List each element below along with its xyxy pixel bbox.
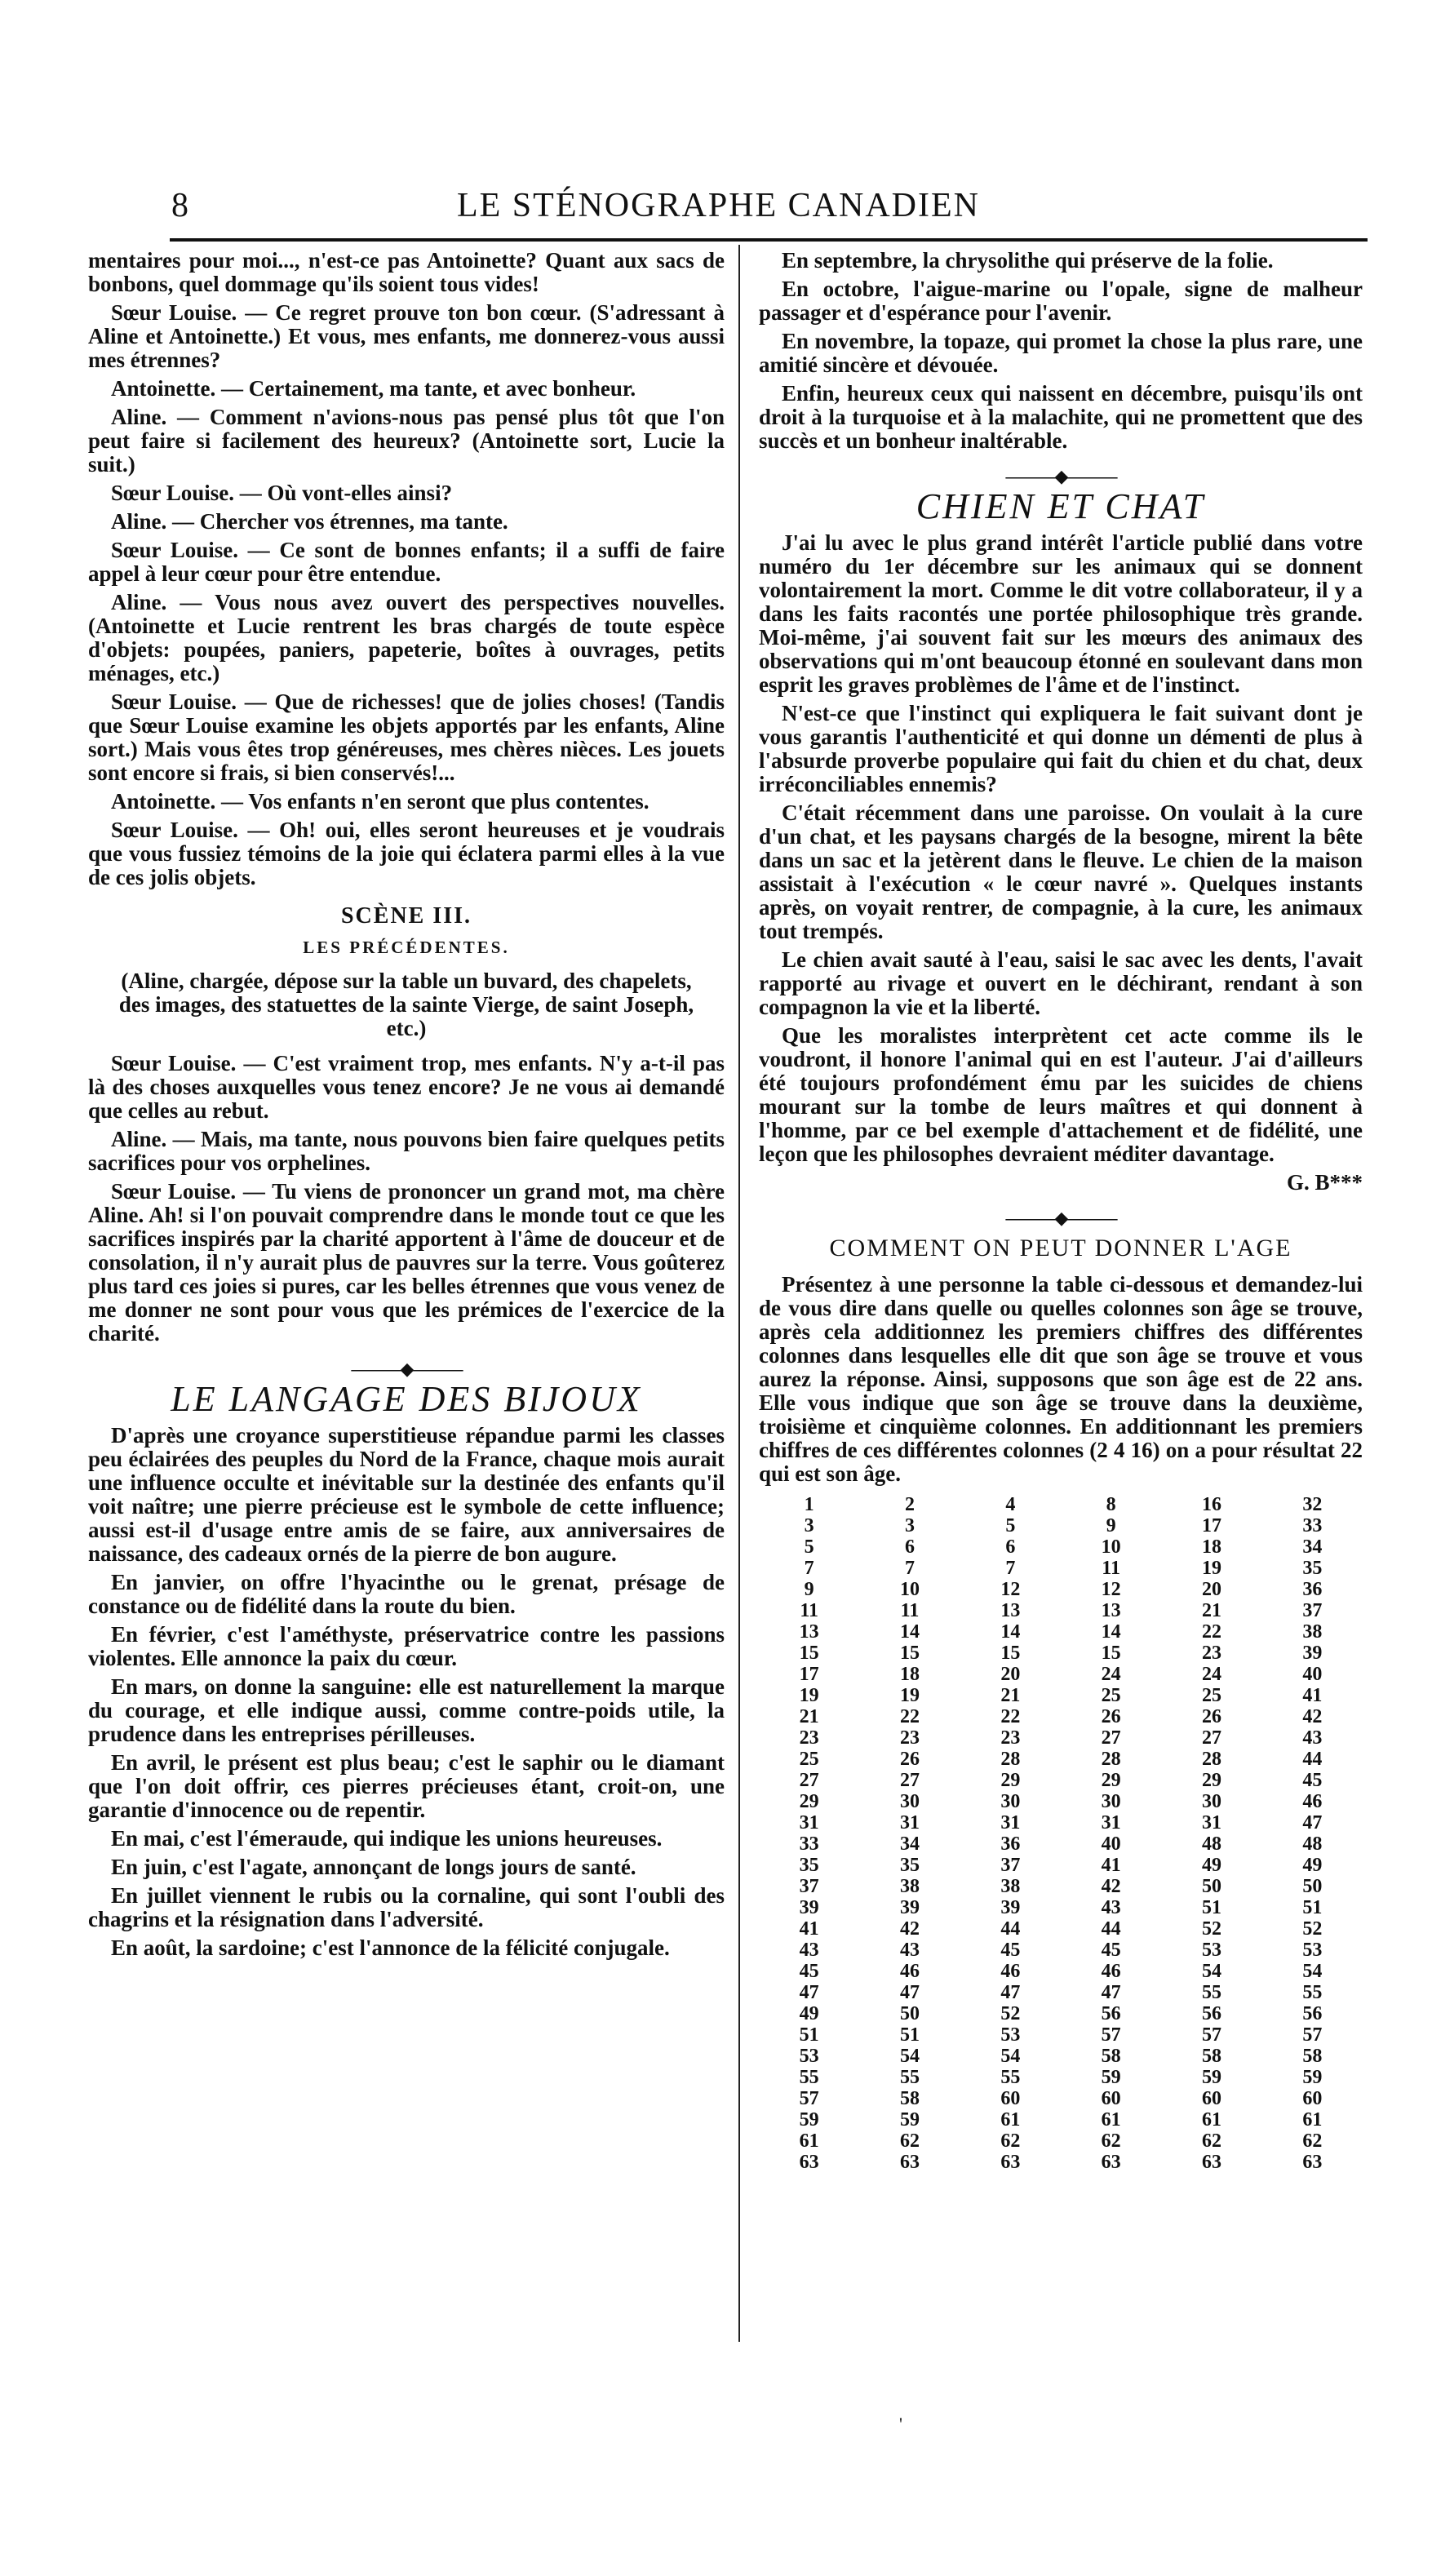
table-cell: 40: [1101, 1833, 1121, 1855]
paragraph: Présentez à une personne la table ci-dessous et demandez-lui de vous dire dans quelle ou quelles colonnes son âge se trouve, après cela additionnez les premiers chiffres des différentes colonnes dans lesquelles elle dit que son âge se trouve et vous aurez la réponse. Ainsi, supposons que son âge est de 22 ans. Elle vous indique que son âge se trouve dans la deuxième, troisième et cinquième colonnes. En additionnant les premiers chiffres de ces différentes colonnes (2 4 16) on a pour résultat 22 qui est son âge.: [759, 1272, 1363, 1486]
table-cell: 41: [1302, 1685, 1323, 1706]
table-cell: 61: [799, 2130, 819, 2152]
table-cell: 9: [1106, 1515, 1116, 1536]
table-row: [759, 1918, 1363, 1940]
table-cell: 17: [1201, 1515, 1221, 1536]
table-cell: 47: [1000, 1982, 1021, 2003]
paragraph: Aline. — Chercher vos étrennes, ma tante.: [111, 509, 508, 534]
table-cell: 59: [1201, 2067, 1221, 2088]
table-cell: 34: [899, 1833, 920, 1855]
table-cell: 60: [1302, 2088, 1323, 2109]
table-cell: 59: [1101, 2067, 1121, 2088]
table-cell: 51: [1302, 1897, 1323, 1918]
table-cell: 58: [899, 2088, 920, 2109]
table-row: [759, 1643, 1363, 1664]
paragraph: En avril, le présent est plus beau; c'est le saphir ou le diamant que l'on doit offrir, ces pierres précieuses étant, croit-on, une garantie d'innocence ou de repentir.: [88, 1750, 725, 1822]
table-cell: 41: [799, 1918, 819, 1940]
table-cell: 20: [1000, 1664, 1021, 1685]
table-cell: 37: [1302, 1600, 1323, 1621]
table-row: [759, 1536, 1363, 1558]
paragraph: En juin, c'est l'agate, annonçant de longs jours de santé.: [111, 1855, 636, 1879]
table-cell: 35: [1302, 1558, 1323, 1579]
signature-line: [759, 1171, 1363, 1195]
table-row: [759, 1727, 1363, 1749]
table-cell: 58: [1302, 2046, 1323, 2067]
right-column: [759, 249, 1363, 2173]
paragraph: Antoinette. — Certainement, ma tante, et avec bonheur.: [111, 376, 636, 401]
table-cell: 28: [1101, 1749, 1121, 1770]
table-cell: 46: [1302, 1791, 1323, 1812]
table-cell: 24: [1101, 1664, 1121, 1685]
table-cell: 4: [1005, 1494, 1016, 1515]
table-cell: 28: [1201, 1749, 1221, 1770]
footer-mark: ': [899, 2414, 902, 2434]
table-row: [759, 1706, 1363, 1727]
table-cell: 3: [804, 1515, 814, 1536]
table-cell: 49: [1302, 1855, 1323, 1876]
table-cell: 25: [1101, 1685, 1121, 1706]
table-cell: 42: [1101, 1876, 1121, 1897]
table-cell: 44: [1101, 1918, 1121, 1940]
table-cell: 44: [1000, 1918, 1021, 1940]
table-row: [759, 1982, 1363, 2003]
table-cell: 61: [1101, 2109, 1121, 2130]
table-cell: 33: [799, 1833, 819, 1855]
table-cell: 19: [1201, 1558, 1221, 1579]
table-cell: 26: [1101, 1706, 1121, 1727]
paragraph: Aline. — Vous nous avez ouvert des perspectives nouvelles. (Antoinette et Lucie rentrent les bras chargés de toute espèce d'objets: poupées, paniers, papeterie, boîtes à ouvrages, petits ménages, etc.): [88, 590, 725, 685]
paragraph: Sœur Louise. — Ce regret prouve ton bon cœur. (S'adressant à Aline et Antoinette.) Et vous, mes enfants, me donnerez-vous aussi mes étrennes?: [88, 300, 725, 372]
table-row: [759, 1791, 1363, 1812]
table-cell: 1: [804, 1494, 814, 1515]
table-row: [759, 2152, 1363, 2173]
table-cell: 63: [899, 2152, 920, 2173]
paragraph: En janvier, on offre l'hyacinthe ou le grenat, présage de constance ou de fidélité dans la route du bien.: [88, 1570, 725, 1618]
table-cell: 14: [1101, 1621, 1121, 1643]
paragraph: Sœur Louise. — Où vont-elles ainsi?: [111, 481, 453, 505]
paragraph: En février, c'est l'améthyste, préservatrice contre les passions violentes. Elle annonce la paix du cœur.: [88, 1622, 725, 1670]
table-cell: 63: [1101, 2152, 1121, 2173]
table-cell: 52: [1302, 1918, 1323, 1940]
paragraph: En novembre, la topaze, qui promet la chose la plus rare, une amitié sincère et dévouée.: [759, 329, 1363, 377]
scene-title: SCÈNE III.: [340, 903, 472, 929]
table-row: [759, 1770, 1363, 1791]
table-cell: 15: [899, 1643, 920, 1664]
table-cell: 19: [799, 1685, 819, 1706]
table-cell: 21: [1000, 1685, 1021, 1706]
table-cell: 52: [1201, 1918, 1221, 1940]
paragraph: Sœur Louise. — Que de richesses! que de jolies choses! (Tandis que Sœur Louise examine les objets apportés par les enfants, Aline sort.) Mais vous êtes trop généreuses, mes chères nièces. Les jouets sont encore si frais, si bien conservés!...: [88, 689, 725, 785]
table-cell: 30: [899, 1791, 920, 1812]
paragraph: En octobre, l'aigue-marine ou l'opale, signe de malheur passager et d'espérance pour l'avenir.: [759, 277, 1363, 325]
paragraph: En mai, c'est l'émeraude, qui indique les unions heureuses.: [111, 1826, 663, 1851]
table-cell: 55: [1201, 1982, 1221, 2003]
table-row: [759, 1664, 1363, 1685]
table-cell: 54: [1201, 1961, 1221, 1982]
paragraph: Antoinette. — Vos enfants n'en seront que plus contentes.: [111, 789, 649, 814]
table-cell: 23: [1201, 1643, 1221, 1664]
table-cell: 13: [1000, 1600, 1021, 1621]
table-cell: 26: [1201, 1706, 1221, 1727]
header-rule: [170, 238, 1368, 242]
table-cell: 47: [1302, 1812, 1323, 1833]
table-cell: 51: [899, 2024, 920, 2046]
table-cell: 62: [899, 2130, 920, 2152]
table-cell: 48: [1302, 1833, 1323, 1855]
paragraph: Sœur Louise. — Ce sont de bonnes enfants; il a suffi de faire appel à leur cœur pour être entendue.: [88, 538, 725, 586]
ornament-divider: ———◆———: [1005, 1208, 1116, 1228]
table-row: [759, 2046, 1363, 2067]
table-cell: 54: [1302, 1961, 1323, 1982]
table-cell: 45: [1101, 1940, 1121, 1961]
page-number: 8: [171, 187, 188, 224]
table-row: [759, 2130, 1363, 2152]
table-cell: 63: [1201, 2152, 1221, 2173]
stage-direction: (Aline, chargée, dépose sur la table un buvard, des chapelets, des images, des statuettes de la sainte Vierge, de saint Joseph, etc.): [118, 969, 694, 1040]
table-cell: 46: [1101, 1961, 1121, 1982]
table-cell: 23: [1000, 1727, 1021, 1749]
table-cell: 31: [1201, 1812, 1221, 1833]
ornament-divider: ———◆———: [351, 1359, 462, 1379]
table-cell: 30: [1101, 1791, 1121, 1812]
table-cell: 27: [799, 1770, 819, 1791]
table-cell: 8: [1106, 1494, 1116, 1515]
table-cell: 36: [1000, 1833, 1021, 1855]
table-cell: 52: [1000, 2003, 1021, 2024]
table-cell: 42: [1302, 1706, 1323, 1727]
table-cell: 53: [1302, 1940, 1323, 1961]
table-cell: 48: [1201, 1833, 1221, 1855]
section-title: LE LANGAGE DES BIJOUX: [171, 1379, 642, 1419]
table-cell: 22: [1201, 1621, 1221, 1643]
table-cell: 43: [1302, 1727, 1323, 1749]
table-cell: 5: [1005, 1515, 1016, 1536]
table-cell: 39: [799, 1897, 819, 1918]
table-cell: 29: [1000, 1770, 1021, 1791]
table-cell: 15: [799, 1643, 819, 1664]
ornament-divider: ———◆———: [1005, 466, 1116, 486]
table-cell: 35: [899, 1855, 920, 1876]
table-cell: 59: [899, 2109, 920, 2130]
table-cell: 46: [1000, 1961, 1021, 1982]
table-cell: 44: [1302, 1749, 1323, 1770]
table-cell: 28: [1000, 1749, 1021, 1770]
table-cell: 11: [900, 1600, 920, 1621]
table-cell: 27: [1201, 1727, 1221, 1749]
section-title: COMMENT ON PEUT DONNER L'AGE: [829, 1235, 1292, 1261]
table-row: [759, 1749, 1363, 1770]
table-cell: 15: [1101, 1643, 1121, 1664]
table-cell: 45: [799, 1961, 819, 1982]
table-cell: 12: [1000, 1579, 1021, 1600]
table-row: [759, 1833, 1363, 1855]
table-row: [759, 1515, 1363, 1536]
table-cell: 56: [1201, 2003, 1221, 2024]
table-cell: 57: [1201, 2024, 1221, 2046]
table-row: [759, 1558, 1363, 1579]
table-cell: 7: [1005, 1558, 1016, 1579]
table-cell: 16: [1201, 1494, 1221, 1515]
table-cell: 53: [1000, 2024, 1021, 2046]
table-cell: 27: [899, 1770, 920, 1791]
table-cell: 29: [799, 1791, 819, 1812]
table-cell: 45: [1000, 1940, 1021, 1961]
paragraph: Sœur Louise. — Oh! oui, elles seront heureuses et je voudrais que vous fussiez témoins de la joie qui éclatera parmi elles à la vue de ces jolis objets.: [88, 818, 725, 889]
table-cell: 11: [800, 1600, 818, 1621]
table-row: [759, 1897, 1363, 1918]
paragraph: Enfin, heureux ceux qui naissent en décembre, puisqu'ils ont droit à la turquoise et à la malachite, qui ne promettent que des succès et un bonheur inaltérable.: [759, 381, 1363, 453]
table-cell: 62: [1201, 2130, 1221, 2152]
table-cell: 33: [1302, 1515, 1323, 1536]
table-cell: 54: [1000, 2046, 1021, 2067]
table-cell: 25: [799, 1749, 819, 1770]
table-cell: 29: [1201, 1770, 1221, 1791]
table-cell: 38: [1000, 1876, 1021, 1897]
table-cell: 18: [1201, 1536, 1221, 1558]
paragraph: Que les moralistes interprètent cet acte comme ils le voudront, il honore l'animal qui en est l'auteur. J'ai d'ailleurs été toujours profondément ému par les suicides de chiens mourant sur la tombe de leurs maîtres et qui donnent à l'homme, par ce bel exemple d'attachement et de fidélité, une leçon que les philosophes devraient méditer davantage.: [759, 1023, 1363, 1166]
table-cell: 59: [799, 2109, 819, 2130]
table-cell: 18: [899, 1664, 920, 1685]
table-row: [759, 1494, 1363, 1515]
table-cell: 36: [1302, 1579, 1323, 1600]
table-cell: 61: [1302, 2109, 1323, 2130]
table-cell: 31: [1101, 1812, 1121, 1833]
table-row: [759, 1876, 1363, 1897]
scene-subtitle: LES PRÉCÉDENTES.: [303, 938, 510, 957]
table-cell: 51: [799, 2024, 819, 2046]
paragraph: N'est-ce que l'instinct qui expliquera le fait suivant dont je vous garantis l'authenticité et qui donne un démenti de plus à l'absurde proverbe populaire qui fait du chien et du chat, deux irréconciliables ennemis?: [759, 701, 1363, 796]
paragraph: Sœur Louise. — C'est vraiment trop, mes enfants. N'y a-t-il pas là des choses auxquelles vous tenez encore? Je ne vous ai demandé que celles au rebut.: [88, 1051, 725, 1123]
table-cell: 10: [899, 1579, 920, 1600]
table-cell: 22: [899, 1706, 920, 1727]
table-row: [759, 1855, 1363, 1876]
table-cell: 45: [1302, 1770, 1323, 1791]
table-cell: 21: [1201, 1600, 1221, 1621]
table-cell: 56: [1302, 2003, 1323, 2024]
table-cell: 38: [1302, 1621, 1323, 1643]
table-cell: 7: [904, 1558, 915, 1579]
table-cell: 35: [799, 1855, 819, 1876]
table-cell: 56: [1101, 2003, 1121, 2024]
table-cell: 58: [1201, 2046, 1221, 2067]
table-row: [759, 1685, 1363, 1706]
table-cell: 9: [804, 1579, 814, 1600]
table-cell: 47: [899, 1982, 920, 2003]
table-cell: 61: [1000, 2109, 1021, 2130]
table-row: [759, 1621, 1363, 1643]
author-signature: G. B***: [1286, 1170, 1363, 1195]
table-cell: 59: [1302, 2067, 1323, 2088]
table-cell: 47: [799, 1982, 819, 2003]
paragraph: Aline. — Comment n'avions-nous pas pensé plus tôt que l'on peut faire si facilement des heureux? (Antoinette sort, Lucie la suit.): [88, 405, 725, 477]
table-cell: 31: [1000, 1812, 1021, 1833]
table-cell: 55: [899, 2067, 920, 2088]
table-cell: 60: [1101, 2088, 1121, 2109]
table-cell: 47: [1101, 1982, 1121, 2003]
page-header: [171, 186, 1371, 235]
paragraph: En juillet viennent le rubis ou la cornaline, qui sont l'oubli des chagrins et la résignation dans l'adversité.: [88, 1883, 725, 1931]
table-cell: 15: [1000, 1643, 1021, 1664]
table-cell: 63: [1000, 2152, 1021, 2173]
table-cell: 31: [899, 1812, 920, 1833]
paragraph: En août, la sardoine; c'est l'annonce de la félicité conjugale.: [111, 1935, 670, 1960]
table-cell: 25: [1201, 1685, 1221, 1706]
table-cell: 53: [1201, 1940, 1221, 1961]
table-cell: 3: [904, 1515, 915, 1536]
table-row: [759, 2088, 1363, 2109]
table-cell: 31: [799, 1812, 819, 1833]
table-row: [759, 1961, 1363, 1982]
table-row: [759, 2109, 1363, 2130]
table-cell: 58: [1101, 2046, 1121, 2067]
table-row: [759, 2067, 1363, 2088]
table-cell: 62: [1302, 2130, 1323, 2152]
paragraph: En septembre, la chrysolithe qui préserve de la folie.: [782, 248, 1274, 273]
table-cell: 26: [899, 1749, 920, 1770]
table-cell: 55: [799, 2067, 819, 2088]
table-cell: 11: [1102, 1558, 1120, 1579]
table-cell: 6: [904, 1536, 915, 1558]
table-cell: 38: [899, 1876, 920, 1897]
table-cell: 19: [899, 1685, 920, 1706]
paragraph: C'était récemment dans une paroisse. On voulait à la cure d'un chat, et les paysans chargés de la besogne, mirent la bête dans un sac et la jetèrent dans le fleuve. Le chien de la maison assistait à l'exécution « le cœur navré ». Quelques instants après, on voyait rentrer, de compagnie, à la cure, les animaux tout trempés.: [759, 800, 1363, 943]
table-cell: 27: [1101, 1727, 1121, 1749]
table-cell: 42: [899, 1918, 920, 1940]
table-row: [759, 1940, 1363, 1961]
table-cell: 30: [1201, 1791, 1221, 1812]
table-cell: 39: [899, 1897, 920, 1918]
table-cell: 6: [1005, 1536, 1016, 1558]
table-cell: 43: [1101, 1897, 1121, 1918]
table-cell: 39: [1000, 1897, 1021, 1918]
table-cell: 2: [904, 1494, 915, 1515]
table-cell: 12: [1101, 1579, 1121, 1600]
table-cell: 20: [1201, 1579, 1221, 1600]
table-cell: 60: [1000, 2088, 1021, 2109]
table-cell: 21: [799, 1706, 819, 1727]
age-table: [759, 1494, 1363, 2173]
table-cell: 22: [1000, 1706, 1021, 1727]
table-row: [759, 1579, 1363, 1600]
table-cell: 29: [1101, 1770, 1121, 1791]
section-title: CHIEN ET CHAT: [916, 486, 1206, 526]
table-cell: 53: [799, 2046, 819, 2067]
table-cell: 60: [1201, 2088, 1221, 2109]
table-cell: 50: [899, 2003, 920, 2024]
table-cell: 51: [1201, 1897, 1221, 1918]
table-cell: 57: [1101, 2024, 1121, 2046]
table-cell: 23: [899, 1727, 920, 1749]
left-column: [88, 249, 725, 1965]
table-cell: 7: [804, 1558, 814, 1579]
table-row: [759, 2024, 1363, 2046]
paragraph: J'ai lu avec le plus grand intérêt l'article publié dans votre numéro du 1er décembre sur les animaux qui se donnent volontairement la mort. Comme le dit votre collaborateur, il y a dans les faits racontés une portée philosophique très grande. Moi-même, j'ai souvent fait sur les mœurs des animaux des observations qui m'ont beaucoup étonné en soulevant dans mon esprit les graves problèmes de l'âme et de l'instinct.: [759, 530, 1363, 697]
table-cell: 41: [1101, 1855, 1121, 1876]
table-row: [759, 2003, 1363, 2024]
table-cell: 30: [1000, 1791, 1021, 1812]
table-cell: 5: [804, 1536, 814, 1558]
paragraph: Le chien avait sauté à l'eau, saisi le sac avec les dents, l'avait rapporté au rivage et ouvert en le déchirant, rendant à son compagnon la vie et la liberté.: [759, 947, 1363, 1019]
table-cell: 63: [799, 2152, 819, 2173]
table-cell: 34: [1302, 1536, 1323, 1558]
table-row: [759, 1600, 1363, 1621]
paragraph: Sœur Louise. — Tu viens de prononcer un grand mot, ma chère Aline. Ah! si l'on pouvait comprendre dans le monde tout ce que les sacrifices inspirés par la charité apportent à l'âme de douceur et de consolation, il n'y aurait plus de pauvres sur la terre. Vous goûterez plus tard ces joies si pures, car les belles étrennes que vous venez de me donner ne sont pour vous que les prémices de l'exercice de la charité.: [88, 1179, 725, 1346]
table-cell: 55: [1000, 2067, 1021, 2088]
table-cell: 50: [1302, 1876, 1323, 1897]
table-cell: 62: [1000, 2130, 1021, 2152]
table-cell: 39: [1302, 1643, 1323, 1664]
table-cell: 13: [799, 1621, 819, 1643]
table-cell: 57: [799, 2088, 819, 2109]
table-cell: 37: [1000, 1855, 1021, 1876]
table-cell: 54: [899, 2046, 920, 2067]
table-cell: 24: [1201, 1664, 1221, 1685]
table-cell: 49: [799, 2003, 819, 2024]
table-cell: 57: [1302, 2024, 1323, 2046]
table-cell: 55: [1302, 1982, 1323, 2003]
table-cell: 37: [799, 1876, 819, 1897]
table-cell: 46: [899, 1961, 920, 1982]
paragraph: mentaires pour moi..., n'est-ce pas Antoinette? Quant aux sacs de bonbons, quel dommage qu'ils soient tous vides!: [88, 248, 725, 296]
table-cell: 62: [1101, 2130, 1121, 2152]
paragraph: D'après une croyance superstitieuse répandue parmi les classes peu éclairées des peuples du Nord de la France, chaque mois aurait une influence occulte et inévitable sur la destinée des enfants qu'il voit naître; une pierre précieuse est le symbole de cette influence; aussi est-il d'usage entre amis de se faire, aux anniversaires de naissance, des cadeaux ornés de la pierre de bon augure.: [88, 1423, 725, 1566]
paragraph: En mars, on donne la sanguine: elle est naturellement la marque du courage, et elle indique aussi, comme contre-poids utile, la prudence dans les entreprises périlleuses.: [88, 1674, 725, 1746]
journal-title: LE STÉNOGRAPHE CANADIEN: [457, 187, 980, 224]
table-cell: 32: [1302, 1494, 1323, 1515]
table-cell: 13: [1101, 1600, 1121, 1621]
table-cell: 49: [1201, 1855, 1221, 1876]
column-divider: [738, 245, 740, 2342]
table-cell: 43: [899, 1940, 920, 1961]
table-cell: 23: [799, 1727, 819, 1749]
table-cell: 40: [1302, 1664, 1323, 1685]
table-cell: 43: [799, 1940, 819, 1961]
table-cell: 50: [1201, 1876, 1221, 1897]
table-cell: 14: [899, 1621, 920, 1643]
table-cell: 10: [1101, 1536, 1121, 1558]
table-row: [759, 1812, 1363, 1833]
table-cell: 17: [799, 1664, 819, 1685]
table-cell: 61: [1201, 2109, 1221, 2130]
table-cell: 63: [1302, 2152, 1323, 2173]
paragraph: Aline. — Mais, ma tante, nous pouvons bien faire quelques petits sacrifices pour vos orphelines.: [88, 1127, 725, 1175]
table-cell: 14: [1000, 1621, 1021, 1643]
